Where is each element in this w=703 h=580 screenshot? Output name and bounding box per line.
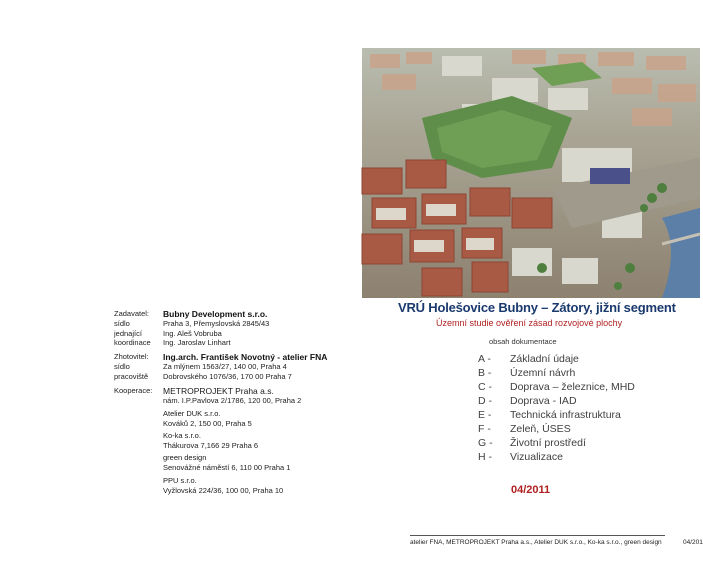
document-subtitle: Územní studie ověření zásad rozvojové plochy (436, 318, 623, 328)
contents-letter: D - (478, 395, 492, 407)
partner-address: Thákurova 7,166 29 Praha 6 (163, 440, 259, 450)
contents-item (478, 366, 635, 380)
partner-name: METROPROJEKT Praha a.s. (163, 386, 274, 396)
investor-row-value: Praha 3, Přemyslovská 2845/43 (163, 319, 270, 328)
author-row-value: Za mlýnem 1563/27, 140 00, Praha 4 (163, 362, 287, 371)
partner-address: nám. I.P.Pavlova 2/1786, 120 00, Praha 2 (163, 396, 302, 405)
partner-block (163, 453, 290, 472)
author-label: Zhotovitel: (114, 352, 149, 361)
partner-address: Senovážné náměstí 6, 110 00 Praha 1 (163, 462, 291, 472)
contents-text: Doprava - IAD (510, 395, 577, 407)
contents-letter: G - (478, 437, 493, 449)
footer-divider (410, 535, 665, 536)
partner-name: PPU s.r.o. (163, 476, 197, 485)
author-row-label: pracoviště (114, 371, 149, 381)
investor-name: Bubny Development s.r.o. (163, 309, 268, 319)
contents-text: Základní údaje (510, 353, 579, 365)
author-name: Ing.arch. František Novotný - atelier FNA (163, 352, 328, 362)
contents-letter: C - (478, 381, 492, 393)
contents-item (478, 408, 635, 422)
investor-row-value: Ing. Aleš Vobruba (163, 328, 222, 338)
cooperation-block (114, 386, 301, 406)
partner-name: Atelier DUK s.r.o. (163, 409, 221, 418)
contents-item (478, 394, 635, 408)
author-block (114, 352, 327, 381)
author-row-label: sídlo (114, 362, 130, 371)
contents-text: Územní návrh (510, 367, 576, 379)
investor-row-label: jednající (114, 328, 142, 338)
document-title: VRÚ Holešovice Bubny – Zátory, jižní segment (398, 300, 676, 315)
contents-letter: A - (478, 353, 491, 365)
contents-item (478, 450, 635, 464)
contents-text: Vizualizace (510, 451, 563, 463)
investor-row-label: sídlo (114, 319, 130, 328)
contents-text: Doprava – železnice, MHD (510, 381, 635, 393)
contents-text: Životní prostředí (510, 437, 586, 449)
author-row-value: Dobrovského 1076/36, 170 00 Praha 7 (163, 371, 292, 381)
contents-item (478, 436, 635, 450)
contents-item (478, 422, 635, 436)
investor-label: Zadavatel: (114, 309, 150, 318)
contents-item (478, 380, 635, 394)
contents-letter: F - (478, 423, 491, 435)
contents-letter: E - (478, 409, 492, 421)
contents-letter: B - (478, 367, 492, 379)
partner-address: Kováků 2, 150 00, Praha 5 (163, 418, 252, 428)
contents-text: Zeleň, ÚSES (510, 423, 571, 435)
investor-block (114, 309, 269, 348)
partner-block (163, 476, 283, 495)
partner-block (163, 409, 252, 428)
contents-list (478, 352, 635, 464)
aerial-visualization-image (362, 48, 700, 298)
footer-text: atelier FNA, METROPROJEKT Praha a.s., Atelier DUK s.r.o., Ko-ka s.r.o., green design (410, 539, 662, 546)
footer-page: 04/201 (683, 539, 703, 546)
contents-text: Technická infrastruktura (510, 409, 621, 421)
partner-block (163, 431, 258, 450)
partner-name: Ko-ka s.r.o. (163, 431, 201, 440)
contents-item (478, 352, 635, 366)
contents-letter: H - (478, 451, 492, 463)
partner-address: Vyžlovská 224/36, 100 00, Praha 10 (163, 485, 284, 495)
partner-name: green design (163, 453, 207, 462)
cooperation-label: Kooperace: (114, 386, 153, 395)
contents-heading: obsah dokumentace (489, 337, 557, 346)
investor-row-label: koordinace (114, 338, 151, 348)
investor-row-value: Ing. Jaroslav Linhart (163, 338, 231, 348)
document-date: 04/2011 (511, 484, 551, 496)
